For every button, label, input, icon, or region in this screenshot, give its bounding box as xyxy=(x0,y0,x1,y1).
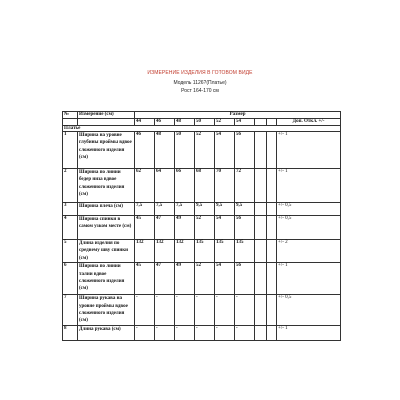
row-label: Ширина спинки в самом узком месте (см) xyxy=(78,216,135,240)
blank-cell xyxy=(255,216,267,240)
size-value: 50 xyxy=(175,132,195,169)
size-header-row xyxy=(63,119,341,126)
size-value: 64 xyxy=(155,169,175,203)
row-number: 3 xyxy=(63,203,78,216)
tolerance-value: +/- 1 xyxy=(277,169,341,203)
size-value: 132 xyxy=(135,240,155,263)
size-value: - xyxy=(235,325,255,340)
size-value: 7,5 xyxy=(135,203,155,216)
blank-cell xyxy=(267,119,277,126)
size-value: 72 xyxy=(235,169,255,203)
size-header: 50 xyxy=(195,119,215,126)
header-size: Размер xyxy=(135,112,341,119)
size-value: 52 xyxy=(195,263,215,295)
tolerance-value: +/- 0,5 xyxy=(277,295,341,326)
row-number: 8 xyxy=(63,325,78,340)
measurement-table xyxy=(62,111,341,341)
size-value: 47 xyxy=(155,216,175,240)
row-number: 4 xyxy=(63,216,78,240)
tolerance-value: +/- 1 xyxy=(277,132,341,169)
tolerance-value: +/- 1 xyxy=(277,263,341,295)
size-value: 52 xyxy=(195,132,215,169)
blank-cell xyxy=(255,119,267,126)
size-value: 56 xyxy=(235,263,255,295)
row-number: 5 xyxy=(63,240,78,263)
size-value: 135 xyxy=(215,240,235,263)
size-value: 9,5 xyxy=(215,203,235,216)
table-row xyxy=(63,216,341,240)
table-header-row xyxy=(63,112,341,119)
blank-cell xyxy=(255,132,267,169)
table-row xyxy=(63,169,341,203)
blank-cell xyxy=(267,240,277,263)
size-value: 56 xyxy=(235,132,255,169)
size-value: 9,5 xyxy=(195,203,215,216)
size-header: 52 xyxy=(215,119,235,126)
tolerance-header: Доп. Откл. +/- xyxy=(277,119,341,126)
size-value: 46 xyxy=(135,132,155,169)
size-value: 9,5 xyxy=(235,203,255,216)
height-label: Рост 164-170 см xyxy=(181,88,219,94)
table-row xyxy=(63,263,341,295)
table-row xyxy=(63,325,341,340)
row-label: Ширина по линии бедер низа вдвое сложенного изделия (см) xyxy=(78,169,135,203)
blank-cell xyxy=(255,169,267,203)
size-value: - xyxy=(195,325,215,340)
row-label: Ширина на уровне глубины проймы вдвое сложенного изделия (см) xyxy=(78,132,135,169)
size-value: 49 xyxy=(175,216,195,240)
size-value: - xyxy=(135,325,155,340)
tolerance-value: +/- 1 xyxy=(277,325,341,340)
blank-cell xyxy=(255,295,267,326)
tolerance-value: +/- 0,5 xyxy=(277,203,341,216)
size-value: - xyxy=(235,295,255,326)
row-label: Ширина по линии талии вдвое сложенного изделия (см) xyxy=(78,263,135,295)
size-value: 45 xyxy=(135,263,155,295)
model-label: Модель 1126?(Платье) xyxy=(173,80,227,86)
size-value: 56 xyxy=(235,216,255,240)
size-value: - xyxy=(155,295,175,326)
blank-cell xyxy=(255,240,267,263)
size-header: 54 xyxy=(235,119,255,126)
size-value: 132 xyxy=(155,240,175,263)
document-title: ИЗМЕРЕНИЕ ИЗДЕЛИЯ В ГОТОВОМ ВИДЕ xyxy=(147,70,253,76)
row-label: Ширина рукава на уровне проймы вдвое сложенного изделия (см) xyxy=(78,295,135,326)
size-value: - xyxy=(195,295,215,326)
blank-cell xyxy=(267,295,277,326)
size-value: - xyxy=(215,295,235,326)
size-value: 70 xyxy=(215,169,235,203)
size-value: 68 xyxy=(195,169,215,203)
header-num: № xyxy=(63,112,78,119)
blank-cell xyxy=(267,325,277,340)
size-value: 48 xyxy=(155,132,175,169)
blank-cell xyxy=(267,203,277,216)
size-value: 135 xyxy=(235,240,255,263)
size-header: 44 xyxy=(135,119,155,126)
size-value: - xyxy=(175,295,195,326)
tolerance-value: +/- 2 xyxy=(277,240,341,263)
size-header: 48 xyxy=(175,119,195,126)
size-value: - xyxy=(135,295,155,326)
row-number: 6 xyxy=(63,263,78,295)
size-value: 45 xyxy=(135,216,155,240)
tolerance-value: +/- 0,5 xyxy=(277,216,341,240)
row-number: 1 xyxy=(63,132,78,169)
table-row xyxy=(63,295,341,326)
row-number: 7 xyxy=(63,295,78,326)
blank-cell xyxy=(267,169,277,203)
size-value: 62 xyxy=(135,169,155,203)
size-value: 135 xyxy=(195,240,215,263)
blank-cell xyxy=(267,132,277,169)
size-value: 54 xyxy=(215,263,235,295)
blank-cell xyxy=(267,263,277,295)
blank-cell xyxy=(78,119,135,126)
size-value: 52 xyxy=(195,216,215,240)
size-header: 46 xyxy=(155,119,175,126)
size-value: 66 xyxy=(175,169,195,203)
blank-cell xyxy=(255,263,267,295)
table-row xyxy=(63,240,341,263)
size-value: 54 xyxy=(215,216,235,240)
table-row xyxy=(63,132,341,169)
size-value: 7,5 xyxy=(175,203,195,216)
size-value: 47 xyxy=(155,263,175,295)
size-value: 132 xyxy=(175,240,195,263)
size-value: 54 xyxy=(215,132,235,169)
blank-cell xyxy=(255,325,267,340)
row-label: Длина изделия по среднему шву спинки (см) xyxy=(78,240,135,263)
size-value: - xyxy=(175,325,195,340)
size-value: - xyxy=(155,325,175,340)
size-value: - xyxy=(215,325,235,340)
blank-cell xyxy=(63,119,78,126)
header-measure: Измерение (см) xyxy=(78,112,135,119)
section-label: Платье xyxy=(63,126,341,132)
blank-cell xyxy=(267,216,277,240)
row-label: Длина рукава (см) xyxy=(78,325,135,340)
blank-cell xyxy=(255,203,267,216)
row-label: Ширина плеча (см) xyxy=(78,203,135,216)
row-number: 2 xyxy=(63,169,78,203)
table-row xyxy=(63,203,341,216)
size-value: 7,5 xyxy=(155,203,175,216)
size-value: 49 xyxy=(175,263,195,295)
